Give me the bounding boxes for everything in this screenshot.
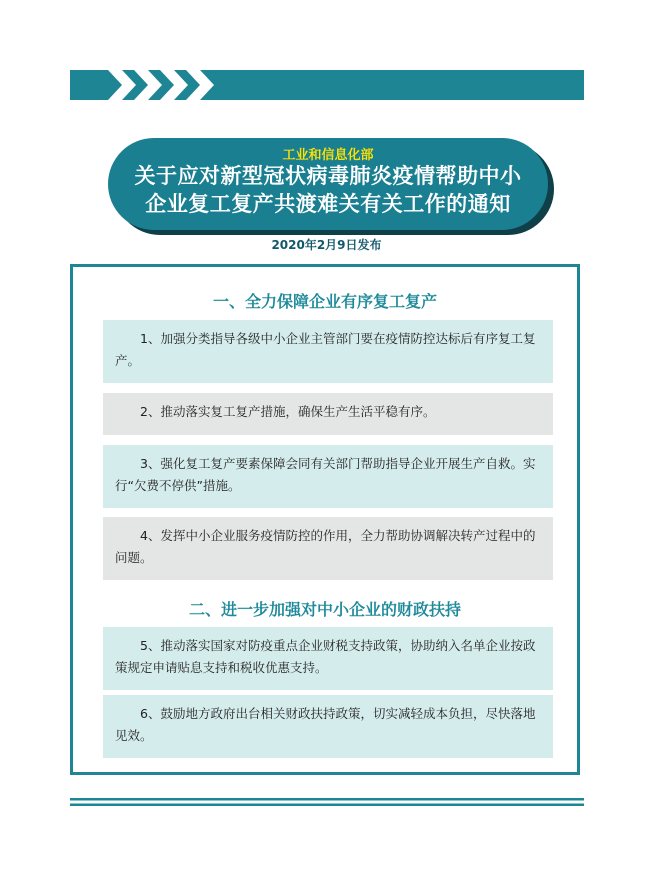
section-title-2: 二、进一步加强对中小企业的财政扶持 bbox=[188, 600, 461, 619]
notice-title-line-2: 企业复工复产共渡难关有关工作的通知 bbox=[145, 192, 511, 216]
content-frame bbox=[70, 264, 580, 775]
list-item: 5、推动落实国家对防疫重点企业财税支持政策，协助纳入名单企业按政策规定申请贴息支持和税收优惠支持。 bbox=[103, 627, 553, 690]
notice-title-line-1: 关于应对新型冠状病毒肺炎疫情帮助中小 bbox=[134, 164, 522, 188]
publish-date: 2020年2月9日发布 bbox=[271, 238, 382, 252]
department-label: 工业和信息化部 bbox=[282, 148, 374, 163]
list-item: 3、强化复工复产要素保障会同有关部门帮助指导企业开展生产自救。实行“欠费不停供”措施。 bbox=[103, 445, 553, 508]
notice-title bbox=[108, 162, 548, 218]
section-title-1: 一、全力保障企业有序复工复产 bbox=[212, 292, 437, 311]
chevron-arrows-decoration bbox=[108, 70, 218, 100]
list-item: 1、加强分类指导各级中小企业主管部门要在疫情防控达标后有序复工复产。 bbox=[103, 320, 553, 383]
list-item: 6、鼓励地方政府出台相关财政扶持政策，切实减轻成本负担，尽快落地见效。 bbox=[103, 695, 553, 758]
list-item: 2、推动落实复工复产措施，确保生产生活平稳有序。 bbox=[103, 393, 553, 435]
list-item: 4、发挥中小企业服务疫情防控的作用，全力帮助协调解决转产过程中的问题。 bbox=[103, 517, 553, 580]
bottom-double-rule bbox=[70, 798, 584, 806]
header-pill bbox=[108, 138, 548, 230]
